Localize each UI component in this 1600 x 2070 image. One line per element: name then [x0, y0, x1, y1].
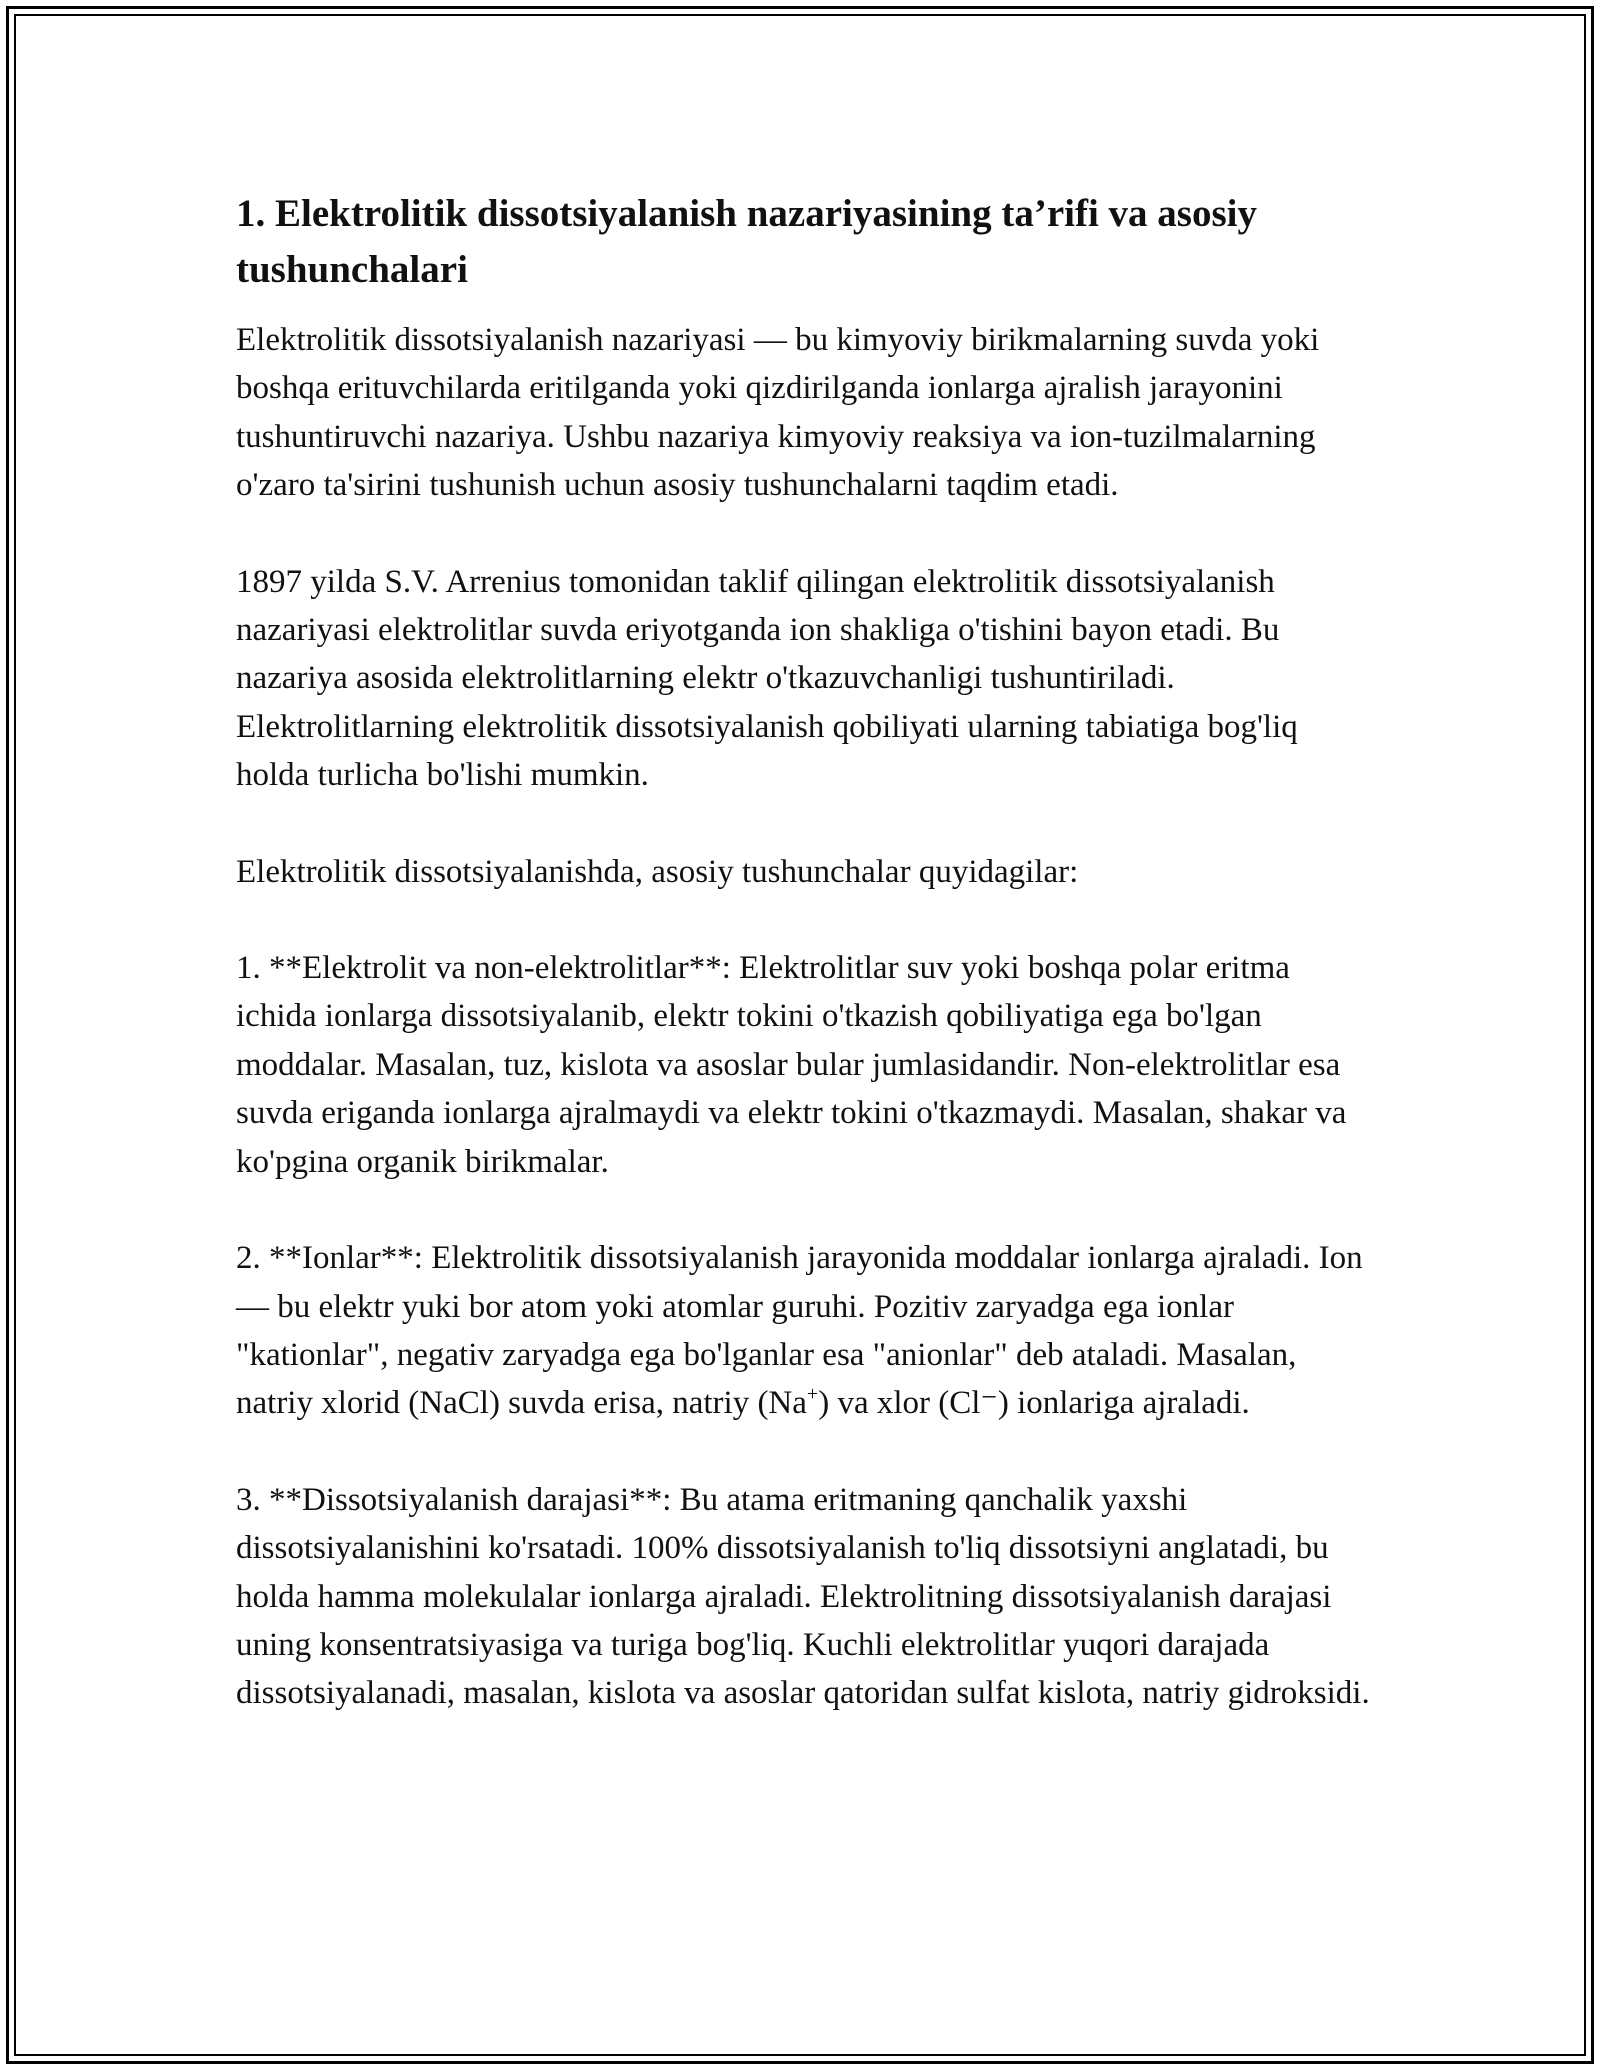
section-heading: 1. Elektrolitik dissotsiyalanish nazariyasining ta’rifi va asosiy tushunchalari	[236, 192, 1257, 291]
paragraph-dissociation-degree: 3. **Dissotsiyalanish darajasi**: Bu atama eritmaning qanchalik yaxshi dissotsiyalanishini ko'rsatadi. 100% dissotsiyalanish to'liq dissotsiyni anglatadi, bu holda hamma molekulalar ionlarga ajraladi. Elektrolitning dissotsiyalanish darajasi uning konsentratsiyasiga va turiga bog'liq. Kuchli elektrolitlar yuqori darajada dissotsiyalanadi, masalan, kislota va asoslar qatoridan sulfat kislota, natriy gidroksidi.	[236, 1481, 1370, 1712]
ions-text-start: 2. **Ionlar**: Elektrolitik dissotsiyalanish jarayonida moddalar ionlarga ajraladi. Ion — bu elektr yuki bor atom yoki atomlar guruhi. Pozitiv zaryadga ega ionlar "kationlar", negativ zaryadga ega bo'lganlar esa "anionlar" deb ataladi. Masalan, natriy xlorid (NaCl) suvda erisa, natriy (Na	[236, 1240, 1363, 1422]
paragraph-definition: Elektrolitik dissotsiyalanish nazariyasi — bu kimyoviy birikmalarning suvda yoki boshqa erituvchilarda eritilganda yoki qizdirilganda ionlarga ajralish jarayonini tushuntiruvchi nazariya. Ushbu nazariya kimyoviy reaksiya va ion-tuzilmalarning o'zaro ta'sirini tushunish uchun asosiy tushunchalarni taqdim etadi.	[236, 322, 1320, 504]
sodium-charge: +	[806, 1383, 819, 1406]
document-body	[236, 186, 1376, 1766]
paragraph-arrhenius: 1897 yilda S.V. Arrenius tomonidan taklif qilingan elektrolitik dissotsiyalanish nazariyasi elektrolitlar suvda eriyotganda ion shakliga o'tishini bayon etadi. Bu nazariya asosida elektrolitlarning elektr o'tkazuvchanligi tushuntiriladi. Elektrolitlarning elektrolitik dissotsiyalanish qobiliyati ularning tabiatiga bog'liq holda turlicha bo'lishi mumkin.	[236, 563, 1298, 794]
paragraph-ions	[236, 1234, 1376, 1428]
paragraph-electrolytes: 1. **Elektrolit va non-elektrolitlar**: Elektrolitlar suv yoki boshqa polar eritma ichida ionlarga dissotsiyalanib, elektr tokini o'tkazish qobiliyatiga ega bo'lgan moddalar. Masalan, tuz, kislota va asoslar bular jumlasidandir. Non-elektrolitlar esa suvda eriganda ionlarga ajralmaydi va elektr tokini o'tkazmaydi. Masalan, shakar va ko'pgina organik birikmalar.	[236, 950, 1347, 1180]
paragraph-concepts-intro: Elektrolitik dissotsiyalanishda, asosiy tushunchalar quyidagilar:	[236, 853, 1079, 890]
ions-text-end: ) ionlariga ajraladi.	[997, 1385, 1250, 1422]
chloride-charge: ⁻	[980, 1385, 998, 1422]
ions-text-middle: ) va xlor (Cl	[818, 1385, 981, 1422]
